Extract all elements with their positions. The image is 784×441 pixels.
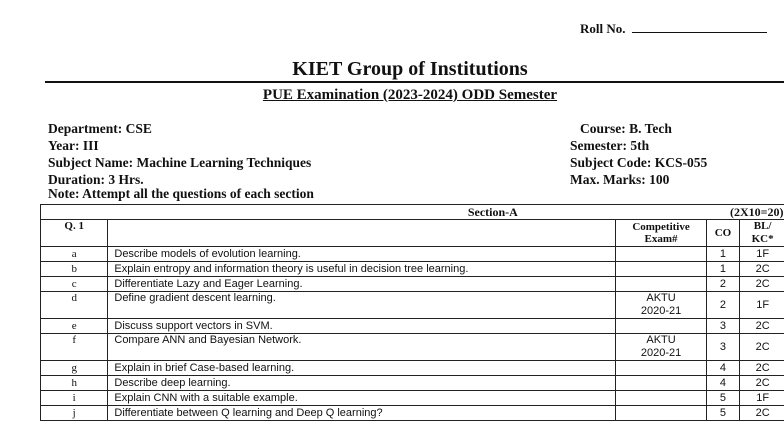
roll-number-field <box>580 20 767 37</box>
year: Year: III <box>48 138 99 153</box>
exam-info-right <box>570 120 707 188</box>
co-header: CO <box>707 220 740 247</box>
subject-code: Subject Code: KCS-055 <box>570 155 708 170</box>
competitive-exam <box>615 262 706 277</box>
competitive-exam <box>615 247 706 262</box>
question-row <box>41 247 784 262</box>
bloom-level: 2C <box>739 262 784 277</box>
course-outcome: 1 <box>707 247 740 262</box>
section-header-row <box>41 205 784 220</box>
question-id: g <box>41 361 108 376</box>
question-text: Describe models of evolution learning. <box>108 247 616 262</box>
question-row <box>41 334 784 361</box>
column-header-row <box>41 220 784 247</box>
competitive-exam-year: 2020-21 <box>640 305 682 317</box>
course-outcome: 2 <box>707 277 740 292</box>
course-outcome: 2 <box>707 292 740 319</box>
competitive-exam <box>615 361 706 376</box>
competitive-exam-year: 2020-21 <box>640 347 682 359</box>
question-text: Compare ANN and Bayesian Network. <box>108 334 616 361</box>
title-divider <box>45 81 784 83</box>
bl-kc-header: BL/ KC* <box>739 220 784 247</box>
competitive-exam <box>615 391 706 406</box>
roll-number-label: Roll No. <box>580 21 626 36</box>
bloom-level: 2C <box>739 277 784 292</box>
course: Course: B. Tech <box>580 121 672 136</box>
question-text: Discuss support vectors in SVM. <box>108 319 616 334</box>
roll-number-blank <box>632 20 767 33</box>
question-text: Describe deep learning. <box>108 376 616 391</box>
question-text: Differentiate between Q learning and Deep Q learning? <box>108 406 616 421</box>
department: Department: CSE <box>48 121 152 136</box>
question-id: j <box>41 406 108 421</box>
question-id: b <box>41 262 108 277</box>
competitive-exam <box>615 334 706 361</box>
exam-title-text: PUE Examination (2023-2024) ODD Semester <box>262 87 558 103</box>
question-id: a <box>41 247 108 262</box>
bloom-level: 2C <box>739 361 784 376</box>
question-row <box>41 292 784 319</box>
max-marks: Max. Marks: 100 <box>570 172 670 187</box>
competitive-exam <box>615 406 706 421</box>
course-outcome: 5 <box>707 406 740 421</box>
bloom-level: 2C <box>739 319 784 334</box>
section-title: Section-A <box>41 205 707 220</box>
competitive-exam-header-line1: Competitive <box>632 221 690 233</box>
question-row <box>41 361 784 376</box>
course-outcome: 5 <box>707 391 740 406</box>
question-row <box>41 277 784 292</box>
question-text-header <box>108 220 616 247</box>
course-outcome: 4 <box>707 361 740 376</box>
question-number: Q. 1 <box>41 220 108 247</box>
question-id: h <box>41 376 108 391</box>
bloom-level: 2C <box>739 376 784 391</box>
question-text: Define gradient descent learning. <box>108 292 616 319</box>
bloom-level: 2C <box>739 334 784 361</box>
institution-title: KIET Group of Institutions <box>292 58 528 80</box>
question-row <box>41 262 784 277</box>
question-row <box>41 376 784 391</box>
section-marks: (2X10=20) <box>707 205 784 220</box>
bloom-level: 1F <box>739 247 784 262</box>
question-id: f <box>41 334 108 361</box>
question-id: d <box>41 292 108 319</box>
instructions-note: Note: Attempt all the questions of each section <box>48 186 314 201</box>
competitive-exam <box>615 277 706 292</box>
question-id: e <box>41 319 108 334</box>
course-outcome: 3 <box>707 319 740 334</box>
question-row <box>41 406 784 421</box>
course-outcome: 4 <box>707 376 740 391</box>
bloom-level: 2C <box>739 406 784 421</box>
subject-name: Subject Name: Machine Learning Techniques <box>48 155 312 170</box>
bloom-level: 1F <box>739 292 784 319</box>
competitive-exam-header-line2: Exam# <box>644 233 678 245</box>
question-text: Differentiate Lazy and Eager Learning. <box>108 277 616 292</box>
semester: Semester: 5th <box>570 138 650 153</box>
exam-title <box>0 87 784 104</box>
competitive-exam <box>615 319 706 334</box>
question-id: i <box>41 391 108 406</box>
duration: Duration: 3 Hrs. <box>48 172 144 187</box>
question-text: Explain entropy and information theory is useful in decision tree learning. <box>108 262 616 277</box>
course-outcome: 1 <box>707 262 740 277</box>
question-text: Explain CNN with a suitable example. <box>108 391 616 406</box>
question-text: Explain in brief Case-based learning. <box>108 361 616 376</box>
question-row <box>41 391 784 406</box>
question-row <box>41 319 784 334</box>
competitive-exam <box>615 292 706 319</box>
competitive-exam-header <box>615 220 706 247</box>
competitive-exam <box>615 376 706 391</box>
bloom-level: 1F <box>739 391 784 406</box>
competitive-exam-name: AKTU <box>646 292 676 304</box>
competitive-exam-name: AKTU <box>646 334 676 346</box>
exam-info-left <box>48 120 311 188</box>
question-id: c <box>41 277 108 292</box>
course-outcome: 3 <box>707 334 740 361</box>
section-a-table <box>40 204 784 421</box>
